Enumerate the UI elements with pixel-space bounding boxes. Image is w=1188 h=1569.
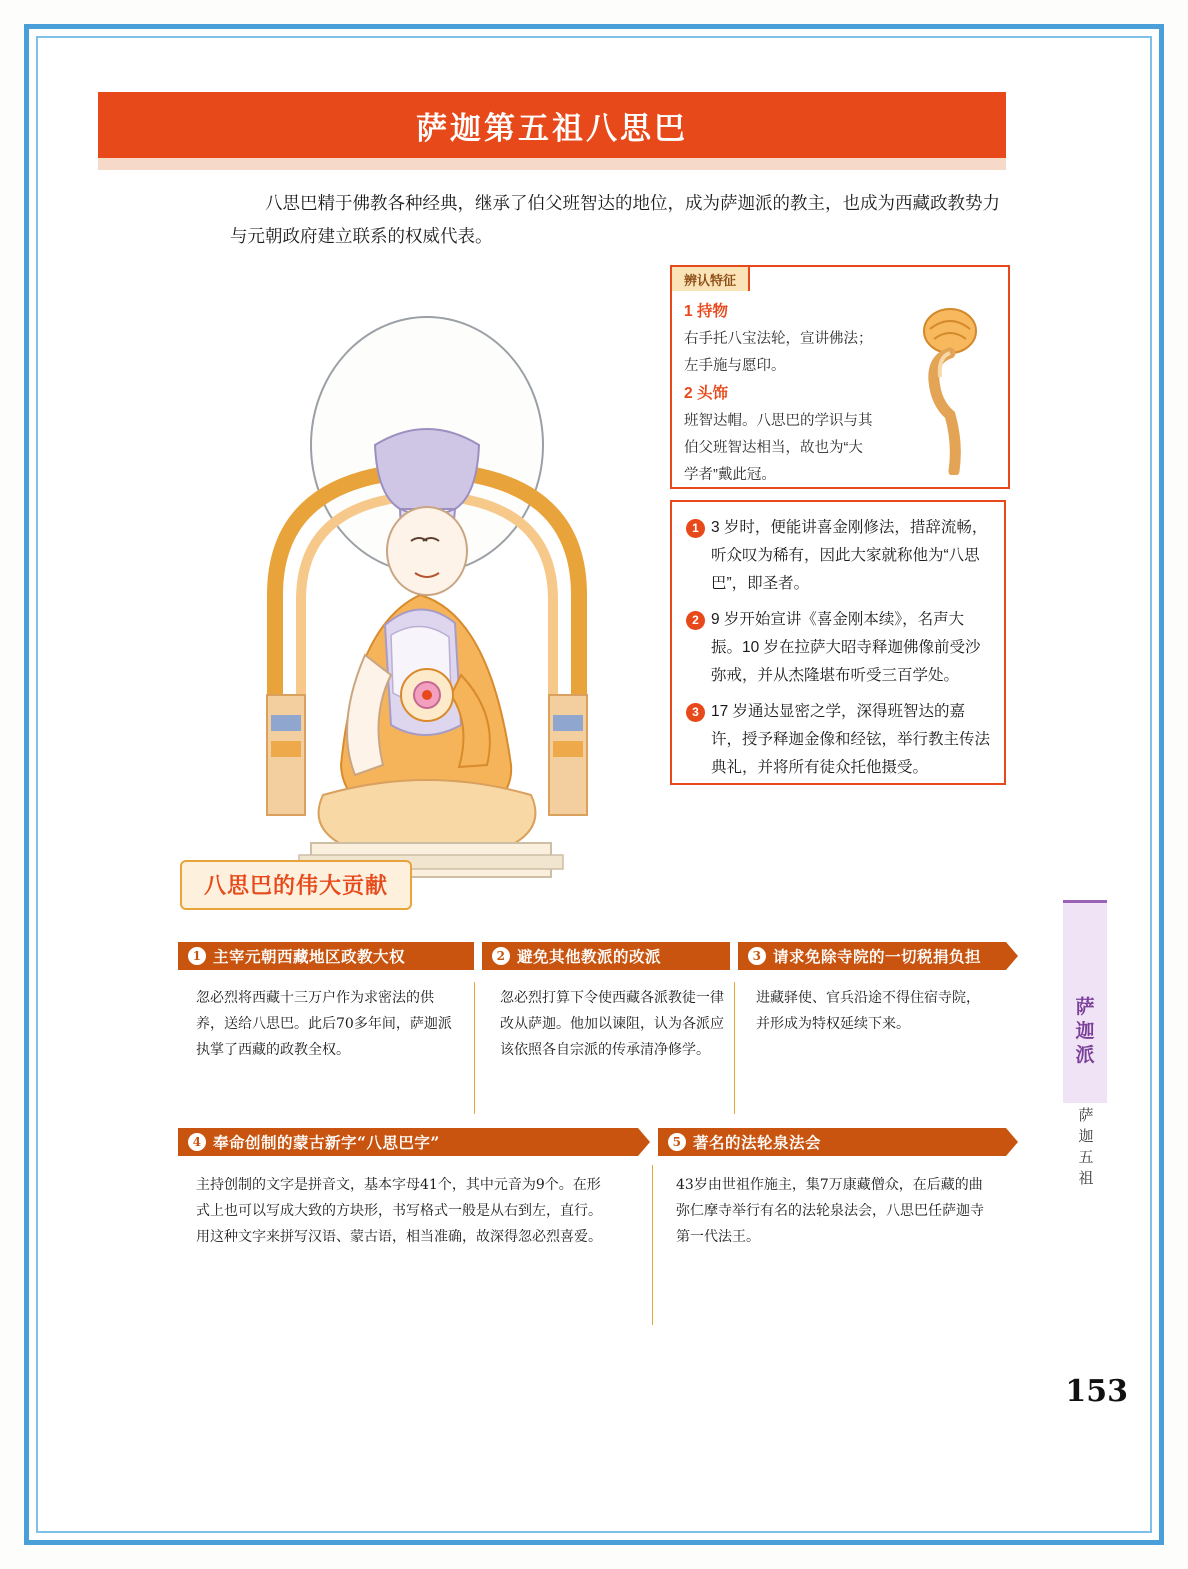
contribution-body-1: 忽必烈将西藏十三万户作为求密法的供养，送给八思巴。此后70多年间，萨迦派执掌了西藏的政教全权。	[196, 990, 452, 1058]
feature-item-1-num: 1	[684, 303, 693, 320]
bar-arrow-tip	[638, 1128, 650, 1156]
contribution-bar-4	[178, 1128, 638, 1156]
dharma-wheel-staff-illustration	[900, 295, 1000, 475]
contribution-bar-3	[738, 942, 1006, 970]
contribution-bar-label-2: 避免其他教派的改派	[517, 947, 662, 966]
contribution-bar-2	[482, 942, 730, 970]
contribution-bullet-1: 1	[188, 947, 206, 965]
fact-text-3: 17 岁通达显密之学，深得班智达的嘉许，授予释迦金像和经铉，举行教主传法典礼，并将所有徒众托他摄受。	[711, 703, 991, 776]
feature-item-2-text: 班智达帽。八思巴的学识与其伯父班智达相当，故也为“大学者”戴此冠。	[684, 413, 873, 483]
title-banner-shadow	[98, 158, 1006, 170]
feature-item-1	[684, 298, 874, 380]
fact-bullet-3: 3	[686, 703, 705, 722]
contribution-bar-1	[178, 942, 474, 970]
feature-item-2	[684, 380, 874, 489]
fact-item	[686, 698, 990, 782]
page-title: 萨迦第五祖八思巴	[416, 110, 688, 147]
contribution-body-2: 忽必烈打算下令使西藏各派教徒一律改从萨迦。他加以谏阻，认为各派应该依照各自宗派的传承清净修学。	[500, 990, 724, 1058]
section-side-tab-label: 萨迦派	[1075, 996, 1095, 1066]
feature-item-2-num: 2	[684, 385, 693, 402]
contributions-heading: 八思巴的伟大贡献	[180, 860, 412, 910]
phagpa-seated-portrait	[215, 295, 655, 905]
contribution-bar-label-4: 奉命创制的蒙古新字“八思巴字”	[213, 1133, 440, 1152]
contribution-bar-label-3: 请求免除寺院的一切税捐负担	[773, 947, 982, 966]
feature-item-1-head	[684, 303, 728, 320]
column-divider-1	[474, 982, 475, 1114]
fact-bullet-1: 1	[686, 519, 705, 538]
contribution-bullet-5: 5	[668, 1133, 686, 1151]
fact-bullet-2: 2	[686, 611, 705, 630]
column-divider-2	[734, 982, 735, 1114]
contribution-bullet-4: 4	[188, 1133, 206, 1151]
feature-item-2-head	[684, 385, 728, 402]
bar-arrow-tip	[1006, 942, 1018, 970]
contribution-bullet-2: 2	[492, 947, 510, 965]
column-divider-3	[652, 1165, 653, 1325]
recognition-feature-tab: 辨认特征	[670, 265, 750, 291]
page-title-banner	[98, 92, 1006, 158]
contribution-body-5: 43岁由世祖作施主，集7万康藏僧众，在后藏的曲弥仁摩寺举行有名的法轮泉法会，八思巴任萨迦寺第一代法王。	[676, 1177, 984, 1245]
contribution-body-3: 进藏驿使、官兵沿途不得住宿寺院，并形成为特权延续下来。	[756, 990, 980, 1032]
intro-paragraph: 八思巴精于佛教各种经典，继承了伯父班智达的地位，成为萨迦派的教主，也成为西藏政教势力与元朝政府建立联系的权威代表。	[230, 194, 1000, 247]
page-number: 153	[1065, 1374, 1128, 1409]
fact-item	[686, 606, 990, 690]
biography-facts-box	[670, 500, 1006, 785]
fact-item	[686, 514, 990, 598]
recognition-feature-body	[684, 298, 874, 489]
feature-item-1-title: 持物	[696, 303, 728, 320]
feature-item-1-text: 右手托八宝法轮，宣讲佛法；左手施与愿印。	[684, 331, 873, 374]
fact-text-1: 3 岁时，便能讲喜金刚修法，措辞流畅，听众叹为稀有，因此大家就称他为“八思巴”，即圣者。	[711, 519, 988, 592]
bar-arrow-tip	[1006, 1128, 1018, 1156]
fact-text-2: 9 岁开始宣讲《喜金刚本续》，名声大振。10 岁在拉萨大昭寺释迦佛像前受沙弥戒，并从杰隆堪布听受三百学处。	[711, 611, 981, 684]
contribution-body-4: 主持创制的文字是拼音文，基本字母41个，其中元音为9个。在形式上也可以写成大致的方块形，书写格式一般是从右到左，直行。用这种文字来拼写汉语、蒙古语，相当准确，故深得忽必烈喜爱。	[196, 1177, 602, 1245]
contribution-bar-label-5: 著名的法轮泉法会	[693, 1133, 822, 1152]
contribution-bar-5	[658, 1128, 1006, 1156]
section-side-sub-label: 萨迦五祖	[1078, 1106, 1094, 1187]
contribution-bar-label-1: 主宰元朝西藏地区政教大权	[213, 947, 406, 966]
contribution-bullet-3: 3	[748, 947, 766, 965]
feature-item-2-title: 头饰	[696, 385, 728, 402]
